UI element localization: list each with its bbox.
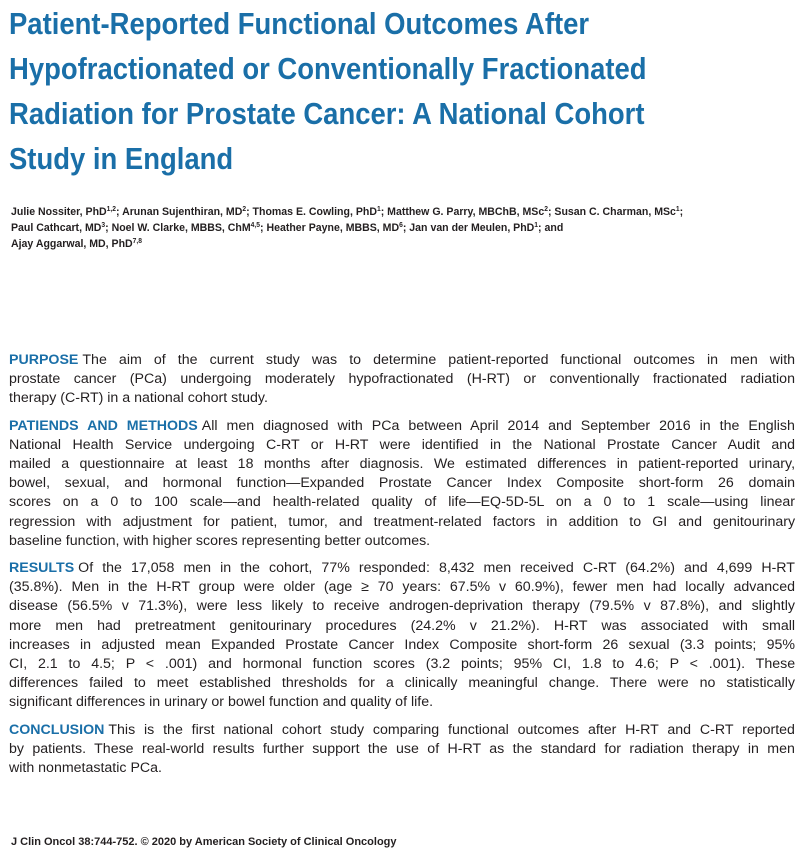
author-name: Heather Payne, MBBS, MD <box>266 222 400 234</box>
author-line: Paul Cathcart, $MD^3$; Noel W. Clarke, MBBS, ChM$^{4,5}$; Heather Payne, MBBS, $MD^6$; Jan van der Meulen, PhD$^1$; and <box>11 222 564 234</box>
abstract-line <box>9 417 795 436</box>
author-affiliation: 2 <box>242 206 247 213</box>
abstract <box>9 351 795 786</box>
abstract-conclusion <box>9 721 795 779</box>
abstract-results <box>9 559 795 713</box>
author-affiliation: 2 <box>544 206 548 213</box>
abstract-line: by patients. These real-world results further support the use of H-RT as the standard for radiation therapy in men <box>9 740 795 757</box>
author-name: Matthew G. Parry, MBChB, MSc <box>387 206 545 218</box>
author-name: Susan C. Charman, MSc <box>554 206 676 218</box>
section-heading: PURPOSE <box>9 352 79 368</box>
abstract-line: differences failed to meet established thresholds for a clinically meaningful change. There were no statistically <box>9 675 795 692</box>
abstract-line: CI, 2.1 to 4.5; P < .001) and hormonal function scores (3.2 points; 95% CI, 1.8 to 4.6; P < .001). These <box>9 656 796 673</box>
abstract-line: scores on a 0 to 100 scale—and health-related quality of life—EQ-5D-5L on a 0 to 1 scale—using linear <box>9 494 795 511</box>
abstract-line: regression with adjustment for patient, tumor, and treatment-related factors in addition to GI and genitourinary <box>9 513 796 530</box>
abstract-line: (35.8%). Men in the H-RT group were older (age ≥ 70 years: 67.5% v 60.9%), fewer men had locally advanced <box>9 579 796 596</box>
abstract-line: increases in adjusted mean Expanded Prostate Cancer Index Composite short-form 26 sexual (3.3 points; 95% <box>9 636 796 653</box>
author-affiliation: 1,2 <box>106 206 117 213</box>
section-heading: CONCLUSION <box>9 721 105 738</box>
abstract-line: mailed a questionnaire at least 18 months after diagnosis. We estimated differences in patient-reported urinary, <box>9 456 796 473</box>
abstract-line: therapy (C-RT) in a national cohort study. <box>9 390 268 407</box>
author-name: Noel W. Clarke, MBBS, ChM <box>111 222 251 234</box>
author-affiliation: 1 <box>376 206 381 213</box>
article-title <box>9 2 720 182</box>
author-name: Paul Cathcart, MD <box>11 222 102 234</box>
author-name: Arunan Sujenthiran, MD <box>122 206 243 218</box>
abstract-line: disease (56.5% v 71.3%), were less likely to receive androgen-deprivation therapy (79.5% v 87.8%), and slightly <box>9 598 795 615</box>
abstract-line: more men had pretreatment genitourinary procedures (24.2% v 21.2%). H-RT was associated with small <box>9 617 796 634</box>
author-name: Julie Nossiter, PhD <box>11 206 107 218</box>
abstract-line: with nonmetastatic PCa. <box>9 760 162 777</box>
abstract-line: prostate cancer (PCa) undergoing moderately hypofractionated (H-RT) or conventionally fractionated radiation <box>9 371 795 388</box>
text-run: The aim of the current study was to determine patient-reported functional outcomes in men with <box>82 352 796 368</box>
abstract-line <box>9 351 795 370</box>
abstract-purpose <box>9 351 795 409</box>
abstract-methods <box>9 417 795 551</box>
abstract-line: baseline function, with higher scores representing better outcomes. <box>9 532 431 549</box>
author-affiliation: 6 <box>399 222 403 229</box>
title-line: Patient-Reported Functional Outcomes After <box>9 7 590 41</box>
abstract-line: National Health Service undergoing C-RT or H-RT were identified in the National Prostate Cancer Audit and <box>9 436 796 453</box>
author-line: Julie Nossiter, PhD$^{1,2}$; Arunan Sujenthiran, $MD^2$; Thomas E. Cowling, PhD$^1$; Matthew G. Parry, MBChB, MSc$^2$; Susan C. Charman, MSc$^1$; <box>11 206 684 218</box>
author-affiliation: 1 <box>675 206 680 213</box>
author-affiliation: 4,5 <box>250 222 260 229</box>
author-name: Jan van der Meulen, PhD <box>409 222 535 234</box>
title-line: Hypofractionated or Conventionally Fractionated <box>9 52 647 86</box>
title-line: Study in England <box>9 142 234 176</box>
author-list <box>11 204 801 252</box>
section-heading: RESULTS <box>9 560 75 577</box>
author-name: Ajay Aggarwal, MD, PhD <box>11 238 133 250</box>
author-affiliation: 1 <box>534 222 539 229</box>
author-line <box>11 236 769 252</box>
title-line: Radiation for Prostate Cancer: A National Cohort <box>9 97 645 131</box>
text-run: This is the first national cohort study comparing functional outcomes after H-RT and C-RT reported <box>108 721 795 738</box>
section-heading: PATIENDS AND METHODS <box>9 417 198 434</box>
abstract-line <box>9 559 795 578</box>
text-run: All men diagnosed with PCa between April 2014 and September 2016 in the English <box>201 417 795 434</box>
journal-citation: J Clin Oncol 38:744-752. © 2020 by American Society of Clinical Oncology <box>11 836 397 848</box>
text-run: Of the 17,058 men in the cohort, 77% responded: 8,432 men received C-RT (64.2%) and 4,699 H-RT <box>78 560 795 577</box>
abstract-line <box>9 721 795 740</box>
abstract-line: significant differences in urinary or bowel function and quality of life. <box>9 694 434 711</box>
abstract-line: bowel, sexual, and hormonal function—Expanded Prostate Cancer Index Composite short-form 26 domain <box>9 475 795 492</box>
author-name: Thomas E. Cowling, PhD <box>252 206 377 218</box>
author-affiliation: 7,8 <box>132 238 143 245</box>
author-affiliation: 3 <box>101 222 106 229</box>
